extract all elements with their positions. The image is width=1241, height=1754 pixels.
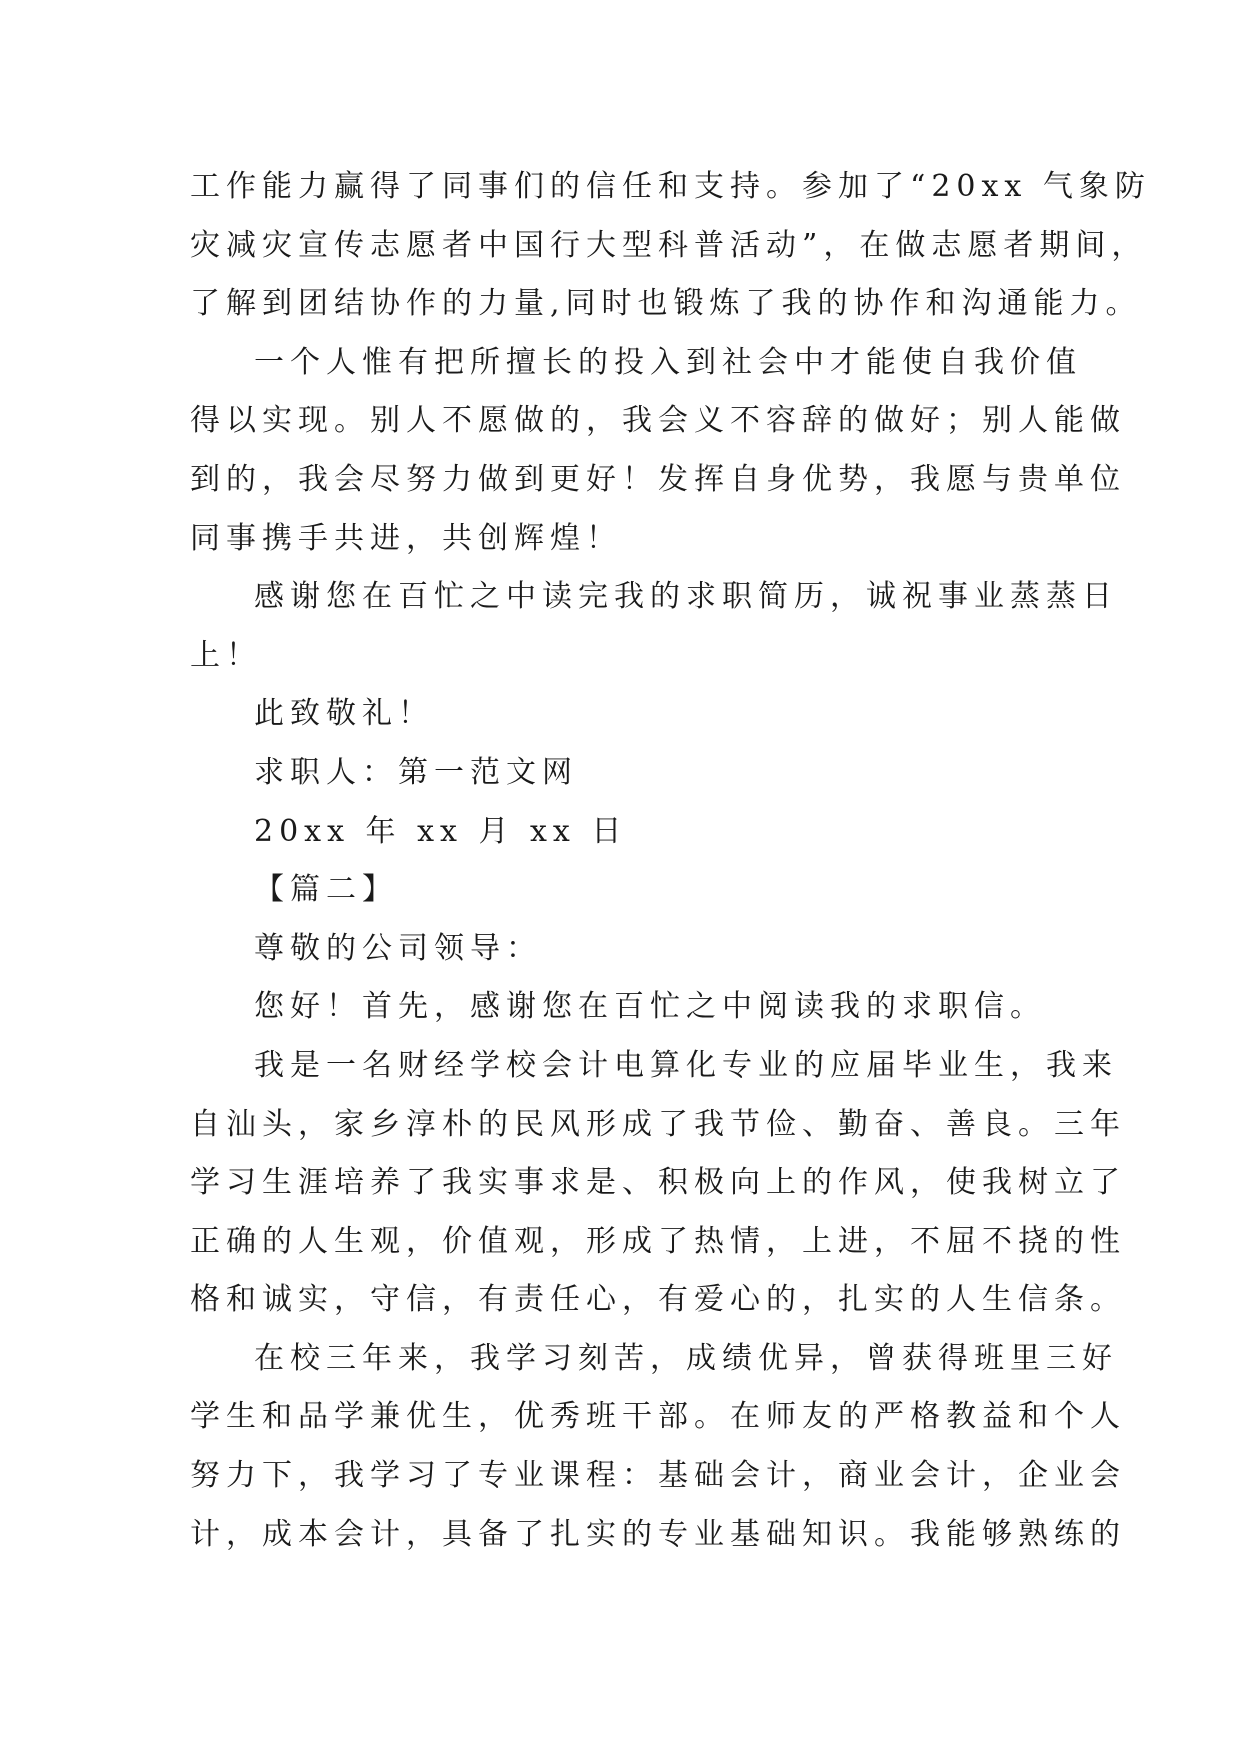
text-line: 在校三年来，我学习刻苦，成绩优异，曾获得班里三好 bbox=[254, 1340, 1118, 1376]
greeting-line: 尊敬的公司领导： bbox=[254, 930, 542, 966]
text-line: 同事携手共进，共创辉煌！ bbox=[190, 520, 622, 556]
text-line: 自汕头，家乡淳朴的民风形成了我节俭、勤奋、善良。三年 bbox=[190, 1106, 1126, 1142]
text-line: 学生和品学兼优生，优秀班干部。在师友的严格教益和个人 bbox=[190, 1399, 1126, 1435]
date-line: 20xx 年 xx 月 xx 日 bbox=[254, 813, 628, 849]
text-line: 我是一名财经学校会计电算化专业的应届毕业生，我来 bbox=[254, 1047, 1118, 1083]
text-line: 了解到团结协作的力量,同时也锻炼了我的协作和沟通能力。 bbox=[190, 286, 1142, 322]
text-line: 您好！首先，感谢您在百忙之中阅读我的求职信。 bbox=[254, 989, 1046, 1025]
text-line: 上！ bbox=[190, 637, 262, 673]
text-line: 学习生涯培养了我实事求是、积极向上的作风，使我树立了 bbox=[190, 1165, 1126, 1201]
text-line: 努力下，我学习了专业课程：基础会计，商业会计，企业会 bbox=[190, 1458, 1126, 1494]
text-line: 感谢您在百忙之中读完我的求职简历，诚祝事业蒸蒸日 bbox=[254, 579, 1118, 615]
text-line: 得以实现。别人不愿做的，我会义不容辞的做好；别人能做 bbox=[190, 403, 1126, 439]
text-line: 到的，我会尽努力做到更好！发挥自身优势，我愿与贵单位 bbox=[190, 461, 1126, 497]
document-body bbox=[190, 158, 1151, 1564]
text-line: 正确的人生观，价值观，形成了热情，上进，不屈不挠的性 bbox=[190, 1223, 1126, 1259]
text-line: 计，成本会计，具备了扎实的专业基础知识。我能够熟练的 bbox=[190, 1516, 1126, 1552]
signature-line: 求职人：第一范文网 bbox=[254, 754, 578, 790]
text-line: 格和诚实，守信，有责任心，有爱心的，扎实的人生信条。 bbox=[190, 1282, 1126, 1318]
text-line: 工作能力赢得了同事们的信任和支持。参加了“20xx 气象防 bbox=[190, 169, 1151, 204]
text-line: 灾减灾宣传志愿者中国行大型科普活动”，在做志愿者期间， bbox=[190, 227, 1148, 263]
section-heading: 【篇二】 bbox=[254, 872, 398, 908]
text-line: 一个人惟有把所擅长的投入到社会中才能使自我价值 bbox=[254, 344, 1082, 380]
closing-salutation: 此致敬礼！ bbox=[254, 696, 434, 732]
